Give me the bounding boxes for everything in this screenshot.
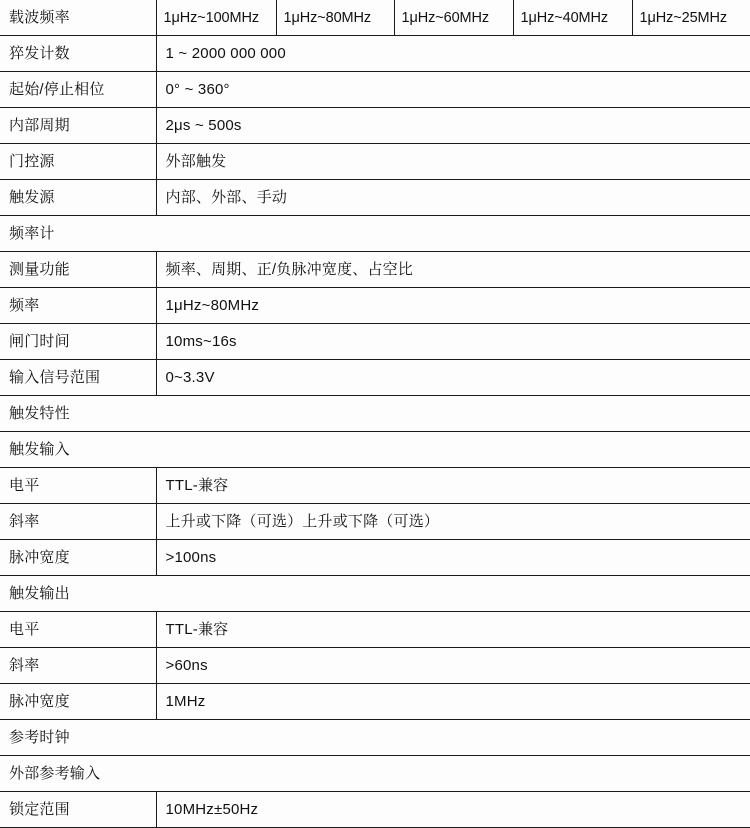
row-value-input-signal-range: 0~3.3V xyxy=(156,360,750,396)
row-value-gate-time: 10ms~16s xyxy=(156,324,750,360)
table-row xyxy=(0,360,750,396)
table-row xyxy=(0,576,750,612)
table-row xyxy=(0,540,750,576)
section-header-trigger-input: 触发输入 xyxy=(0,432,750,468)
row-label-trigger-source: 触发源 xyxy=(0,180,156,216)
row-label-gate-source: 门控源 xyxy=(0,144,156,180)
section-header-reference-clock: 参考时钟 xyxy=(0,720,750,756)
section-header-external-reference-input: 外部参考输入 xyxy=(0,756,750,792)
row-label-start-stop-phase: 起始/停止相位 xyxy=(0,72,156,108)
row-value-trigger-input-pulse-width: >100ns xyxy=(156,540,750,576)
row-value-carrier-frequency-1: 1μHz~100MHz xyxy=(156,0,276,36)
row-value-lock-range: 10MHz±50Hz xyxy=(156,792,750,828)
row-value-internal-period: 2μs ~ 500s xyxy=(156,108,750,144)
row-value-carrier-frequency-5: 1μHz~25MHz xyxy=(632,0,750,36)
row-label-trigger-output-slope: 斜率 xyxy=(0,648,156,684)
section-header-frequency-counter: 频率计 xyxy=(0,216,750,252)
table-row xyxy=(0,324,750,360)
row-value-trigger-output-pulse-width: 1MHz xyxy=(156,684,750,720)
table-row xyxy=(0,0,750,36)
table-row xyxy=(0,216,750,252)
table-row xyxy=(0,432,750,468)
table-row xyxy=(0,684,750,720)
table-row xyxy=(0,756,750,792)
table-row xyxy=(0,396,750,432)
table-row xyxy=(0,252,750,288)
row-label-trigger-input-pulse-width: 脉冲宽度 xyxy=(0,540,156,576)
row-value-burst-count: 1 ~ 2000 000 000 xyxy=(156,36,750,72)
table-row xyxy=(0,612,750,648)
table-row xyxy=(0,288,750,324)
row-label-carrier-frequency: 载波频率 xyxy=(0,0,156,36)
table-row xyxy=(0,720,750,756)
row-label-internal-period: 内部周期 xyxy=(0,108,156,144)
table-row xyxy=(0,180,750,216)
row-label-burst-count: 猝发计数 xyxy=(0,36,156,72)
row-value-carrier-frequency-2: 1μHz~80MHz xyxy=(276,0,394,36)
row-value-carrier-frequency-3: 1μHz~60MHz xyxy=(394,0,513,36)
table-row xyxy=(0,504,750,540)
row-label-frequency: 频率 xyxy=(0,288,156,324)
row-value-frequency: 1μHz~80MHz xyxy=(156,288,750,324)
table-row xyxy=(0,108,750,144)
row-value-trigger-source: 内部、外部、手动 xyxy=(156,180,750,216)
row-value-trigger-output-slope: >60ns xyxy=(156,648,750,684)
section-header-trigger-output: 触发输出 xyxy=(0,576,750,612)
table-row xyxy=(0,72,750,108)
table-row xyxy=(0,36,750,72)
table-row xyxy=(0,144,750,180)
row-label-measure-function: 测量功能 xyxy=(0,252,156,288)
row-value-carrier-frequency-4: 1μHz~40MHz xyxy=(513,0,632,36)
row-label-trigger-output-pulse-width: 脉冲宽度 xyxy=(0,684,156,720)
table-row xyxy=(0,648,750,684)
table-row xyxy=(0,792,750,828)
row-label-gate-time: 闸门时间 xyxy=(0,324,156,360)
row-value-trigger-output-level: TTL-兼容 xyxy=(156,612,750,648)
row-value-measure-function: 频率、周期、正/负脉冲宽度、占空比 xyxy=(156,252,750,288)
row-label-lock-range: 锁定范围 xyxy=(0,792,156,828)
table-row xyxy=(0,468,750,504)
row-label-trigger-output-level: 电平 xyxy=(0,612,156,648)
section-header-trigger-characteristics: 触发特性 xyxy=(0,396,750,432)
row-value-gate-source: 外部触发 xyxy=(156,144,750,180)
row-label-trigger-input-slope: 斜率 xyxy=(0,504,156,540)
row-value-trigger-input-slope: 上升或下降（可选）上升或下降（可选） xyxy=(156,504,750,540)
row-value-trigger-input-level: TTL-兼容 xyxy=(156,468,750,504)
row-label-input-signal-range: 输入信号范围 xyxy=(0,360,156,396)
row-value-start-stop-phase: 0° ~ 360° xyxy=(156,72,750,108)
row-label-trigger-input-level: 电平 xyxy=(0,468,156,504)
